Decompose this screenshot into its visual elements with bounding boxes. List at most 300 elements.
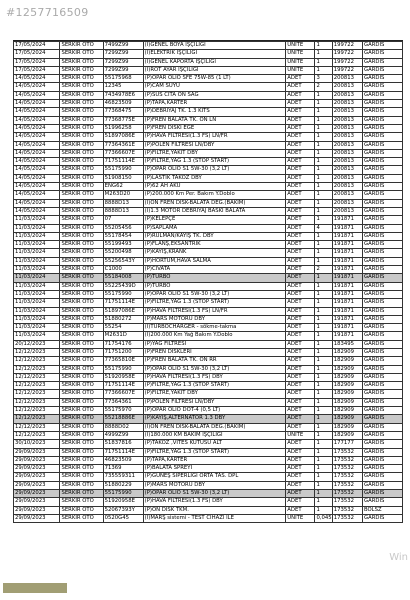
date-cell: 17/05/2024: [14, 42, 60, 50]
staff-cell: GARDIS: [362, 91, 402, 99]
company-cell: SERKİR OTO: [60, 241, 103, 249]
company-cell: SERKİR OTO: [60, 357, 103, 365]
unit-cell: UNITE: [286, 431, 315, 439]
date-cell: 29/09/2023: [14, 514, 60, 522]
receipt-cell: 199722: [332, 58, 362, 66]
receipt-cell: 182909: [332, 365, 362, 373]
code-cell: 51920958E: [103, 373, 143, 381]
company-cell: SERKİR OTO: [60, 398, 103, 406]
staff-cell: GARDIS: [362, 373, 402, 381]
description-cell: (P)OPAR OLIO S1 5W-30 (3,2 LT): [143, 490, 286, 498]
quantity-cell: 1: [315, 100, 332, 108]
company-cell: SERKİR OTO: [60, 50, 103, 58]
date-cell: 29/09/2023: [14, 506, 60, 514]
unit-cell: ADET: [286, 290, 315, 298]
code-cell: 51897086E: [103, 133, 143, 141]
unit-cell: ADET: [286, 348, 315, 356]
date-cell: 29/09/2023: [14, 448, 60, 456]
staff-cell: GARDIS: [362, 324, 402, 332]
description-cell: (P)KAYIŞ,ALTERNATOR 1.3 DBY: [143, 415, 286, 423]
receipt-cell: 182909: [332, 373, 362, 381]
description-cell: (P)FİLTRE,YAKIT DBY: [143, 149, 286, 157]
description-cell: (P)HAVA FİLTRESİ(1.3 FS) LN/FR: [143, 307, 286, 315]
quantity-cell: 1: [315, 348, 332, 356]
unit-cell: ADET: [286, 100, 315, 108]
receipt-cell: 191871: [332, 257, 362, 265]
unit-cell: ADET: [286, 174, 315, 182]
unit-cell: ADET: [286, 357, 315, 365]
code-cell: 55199493: [103, 241, 143, 249]
description-cell: (P)SUS CITA ON SAG: [143, 91, 286, 99]
unit-cell: ADET: [286, 241, 315, 249]
code-cell: 52067393Y: [103, 506, 143, 514]
unit-cell: ADET: [286, 315, 315, 323]
staff-cell: GARDIS: [362, 141, 402, 149]
date-cell: 14/05/2024: [14, 83, 60, 91]
date-cell: 12/12/2023: [14, 357, 60, 365]
code-cell: 55225439D: [103, 282, 143, 290]
receipt-cell: 200813: [332, 149, 362, 157]
quantity-cell: 0,045: [316, 514, 332, 521]
description-cell: (P)FİLTRE,YAĞ 1.3 (STOP START): [143, 382, 286, 390]
table-row: [14, 440, 403, 448]
description-cell: (P)HAVA FİLTRESİ(1.3 FS) DBY: [143, 373, 286, 381]
date-cell: 11/03/2024: [14, 307, 60, 315]
company-cell: SERKİR OTO: [60, 133, 103, 141]
unit-cell: ADET: [286, 282, 315, 290]
code-cell: ENG62: [103, 183, 143, 191]
date-cell: 12/12/2023: [14, 365, 60, 373]
table-row: [14, 116, 403, 124]
description-cell: (P)OPAR OLIO S1 5W-30 (3,2 LT): [143, 166, 286, 174]
date-cell: 17/05/2024: [14, 66, 60, 74]
unit-cell: ADET: [286, 382, 315, 390]
receipt-cell: 182909: [332, 415, 362, 423]
staff-cell: GARDIS: [362, 257, 402, 265]
description-cell: (İ)GENEL KAPORTA İŞÇİLİĞİ: [143, 58, 286, 66]
quantity-cell: 1: [315, 390, 332, 398]
receipt-cell: 200813: [332, 141, 362, 149]
company-cell: SERKİR OTO: [60, 465, 103, 473]
unit-cell: ADET: [286, 158, 315, 166]
description-cell: (P)TURBO: [143, 282, 286, 290]
receipt-cell: 199722: [332, 42, 362, 50]
unit-cell: ADET: [286, 274, 315, 282]
receipt-cell: 200813: [332, 174, 362, 182]
unit-cell: UNITE: [286, 514, 315, 522]
company-cell: SERKİR OTO: [60, 174, 103, 182]
date-cell: 14/05/2024: [14, 207, 60, 215]
table-row: [14, 183, 403, 191]
description-cell: (P)SAPLAMA: [143, 224, 286, 232]
code-cell: 55200498: [103, 249, 143, 257]
quantity-cell: 2: [315, 83, 332, 91]
table-row: [14, 431, 403, 439]
table-row: [14, 50, 403, 58]
quantity-cell: 1: [315, 307, 332, 315]
description-cell: (P)BALATA SPREYİ: [143, 465, 286, 473]
code-cell: 51908150: [103, 174, 143, 182]
quantity-cell: 1: [315, 332, 332, 340]
quantity-cell: 1: [315, 490, 332, 498]
unit-cell: ADET: [286, 249, 315, 257]
receipt-cell: 200813: [332, 158, 362, 166]
date-cell: 12/12/2023: [14, 415, 60, 423]
quantity-cell: 1: [315, 473, 332, 481]
table-row: [14, 373, 403, 381]
code-cell: 71751114E: [103, 299, 143, 307]
staff-cell: GARDIS: [362, 50, 402, 58]
staff-cell: GARDIS: [362, 514, 402, 522]
staff-cell: GARDIS: [362, 407, 402, 415]
company-cell: SERKİR OTO: [60, 183, 103, 191]
code-cell: 71751114E: [103, 448, 143, 456]
table-row: [14, 66, 403, 74]
code-cell: 46823509: [103, 100, 143, 108]
staff-cell: GARDIS: [362, 241, 402, 249]
description-cell: (P)CİVATA: [143, 266, 286, 274]
quantity-cell: 1: [315, 465, 332, 473]
unit-cell: ADET: [286, 365, 315, 373]
receipt-cell: 182909: [332, 382, 362, 390]
quantity-cell: 1: [315, 423, 332, 431]
quantity-cell: 1: [315, 506, 332, 514]
company-cell: SERKİR OTO: [60, 423, 103, 431]
code-cell: 77364361: [103, 398, 143, 406]
service-history-sheet: [13, 40, 403, 523]
date-cell: 29/09/2023: [14, 490, 60, 498]
date-cell: 20/12/2023: [14, 340, 60, 348]
code-cell: M263D20: [103, 191, 143, 199]
table-row: [14, 290, 403, 298]
table-row: [14, 514, 403, 522]
table-row: [14, 415, 403, 423]
unit-cell: ADET: [286, 423, 315, 431]
receipt-cell: 183495: [332, 340, 362, 348]
receipt-cell: 200813: [332, 100, 362, 108]
unit-cell: ADET: [286, 415, 315, 423]
table-row: [14, 465, 403, 473]
quantity-cell: 1: [315, 440, 332, 448]
company-cell: SERKİR OTO: [60, 100, 103, 108]
company-cell: SERKİR OTO: [60, 116, 103, 124]
description-cell: (İ)ÖN FREN DİSK-BALATA DEĞ.(BAKIM): [143, 423, 286, 431]
unit-cell: ADET: [286, 116, 315, 124]
date-cell: 11/03/2024: [14, 249, 60, 257]
description-cell: (P)YAĞ FİLTRESİ: [143, 340, 286, 348]
code-cell: 71369: [103, 465, 143, 473]
quantity-cell: 1: [315, 141, 332, 149]
staff-cell: GARDIS: [362, 183, 402, 191]
code-cell: 55175970: [103, 407, 143, 415]
staff-cell: GARDIS: [362, 498, 402, 506]
table-row: [14, 199, 403, 207]
date-cell: 14/05/2024: [14, 100, 60, 108]
description-cell: (P)200.000 Km Per. Bakım Y.Doblo: [143, 191, 286, 199]
receipt-cell: 182909: [332, 398, 362, 406]
description-cell: (P)FREN DİSKİ EGE: [143, 124, 286, 132]
staff-cell: GARDIS: [362, 423, 402, 431]
code-cell: 55184008: [103, 274, 143, 282]
quantity-cell: 1: [315, 216, 332, 224]
quantity-cell: 1: [315, 373, 332, 381]
unit-cell: ADET: [286, 490, 315, 498]
unit-cell: ADET: [286, 216, 315, 224]
windows-activation-overlay: Win: [389, 552, 408, 563]
unit-cell: ADET: [286, 299, 315, 307]
receipt-cell: 182909: [332, 357, 362, 365]
date-cell: 11/03/2024: [14, 299, 60, 307]
code-cell: 735559311: [103, 473, 143, 481]
code-cell: 7299Z99: [103, 58, 143, 66]
code-cell: 55254: [103, 324, 143, 332]
staff-cell: GARDIS: [362, 340, 402, 348]
quantity-cell: 1: [315, 340, 332, 348]
receipt-cell: 191871: [332, 249, 362, 257]
date-cell: 14/05/2024: [14, 141, 60, 149]
receipt-cell: 182909: [332, 348, 362, 356]
receipt-cell: 173532: [332, 473, 362, 481]
description-cell: (P)POLEN FİLTRESİ LN/DBY: [143, 141, 286, 149]
table-row: [14, 481, 403, 489]
date-cell: 14/05/2024: [14, 116, 60, 124]
table-row: [14, 307, 403, 315]
unit-cell: ADET: [286, 506, 315, 514]
date-cell: 11/03/2024: [14, 332, 60, 340]
table-row: [14, 348, 403, 356]
quantity-cell: 1: [315, 133, 332, 141]
company-cell: SERKİR OTO: [60, 274, 103, 282]
staff-cell: GARDIS: [362, 357, 402, 365]
quantity-cell: 1: [315, 382, 332, 390]
company-cell: SERKİR OTO: [60, 498, 103, 506]
date-cell: 11/03/2024: [14, 241, 60, 249]
staff-cell: GARDIS: [362, 448, 402, 456]
table-row: [14, 141, 403, 149]
code-cell: 7499Z99: [103, 42, 143, 50]
receipt-cell: 182909: [332, 431, 362, 439]
code-cell: 55205456: [103, 224, 143, 232]
unit-cell: ADET: [286, 124, 315, 132]
staff-cell: GARDIS: [362, 415, 402, 423]
description-cell: (P)OPAR OLIO SFE 75W-85 (1 LT): [143, 75, 286, 83]
code-cell: 8888D02: [103, 423, 143, 431]
unit-cell: ADET: [286, 191, 315, 199]
date-cell: 11/03/2024: [14, 232, 60, 240]
receipt-cell: 199722: [332, 66, 362, 74]
quantity-cell: 1: [315, 91, 332, 99]
table-row: [14, 75, 403, 83]
receipt-cell: 199722: [332, 50, 362, 58]
code-cell: M2631D: [103, 332, 143, 340]
table-row: [14, 448, 403, 456]
description-cell: (P)MARS MOTORU DBY: [143, 315, 286, 323]
date-cell: 14/05/2024: [14, 75, 60, 83]
table-row: [14, 473, 403, 481]
receipt-cell: 182909: [332, 390, 362, 398]
company-cell: SERKİR OTO: [60, 348, 103, 356]
code-cell: 51920958E: [103, 498, 143, 506]
table-row: [14, 498, 403, 506]
table-row: [14, 340, 403, 348]
description-cell: (P)FREN BALATA TK. ÖN RR: [143, 357, 286, 365]
staff-cell: GARDIS: [362, 365, 402, 373]
receipt-cell: 200813: [332, 207, 362, 215]
staff-cell: GARDIS: [362, 398, 402, 406]
unit-cell: ADET: [286, 332, 315, 340]
code-cell: 8888D13: [103, 207, 143, 215]
receipt-cell: 173532: [332, 481, 362, 489]
quantity-cell: 1: [315, 149, 332, 157]
receipt-cell: 200813: [332, 199, 362, 207]
quantity-cell: 1: [315, 456, 332, 464]
code-cell: 77364361E: [103, 141, 143, 149]
staff-cell: GARDIS: [362, 83, 402, 91]
company-cell: SERKİR OTO: [60, 257, 103, 265]
staff-cell: GARDIS: [362, 299, 402, 307]
code-cell: 0520G45: [103, 514, 143, 522]
description-cell: (P)FLANŞ,EKSANTRİK: [143, 241, 286, 249]
unit-cell: ADET: [286, 149, 315, 157]
code-cell: 12345: [103, 83, 143, 91]
company-cell: SERKİR OTO: [60, 75, 103, 83]
listing-id-watermark: #1257716509: [6, 6, 89, 19]
staff-cell: GARDIS: [362, 42, 402, 50]
description-cell: (P)KELEPÇE: [143, 216, 286, 224]
unit-cell: ADET: [286, 324, 315, 332]
quantity-cell: 1: [315, 158, 332, 166]
unit-cell: ADET: [286, 340, 315, 348]
quantity-cell: 1: [315, 183, 332, 191]
table-row: [14, 91, 403, 99]
unit-cell: ADET: [286, 448, 315, 456]
receipt-cell: 177177: [332, 440, 362, 448]
receipt-cell: 191871: [332, 266, 362, 274]
unit-cell: UNITE: [286, 58, 315, 66]
table-row: [14, 133, 403, 141]
description-cell: (P)ÖN DİSK TKM.: [143, 506, 286, 514]
table-row: [14, 332, 403, 340]
company-cell: SERKİR OTO: [60, 58, 103, 66]
quantity-cell: 1: [315, 290, 332, 298]
unit-cell: UNITE: [286, 50, 315, 58]
date-cell: 12/12/2023: [14, 390, 60, 398]
date-cell: 14/05/2024: [14, 183, 60, 191]
company-cell: SERKİR OTO: [60, 448, 103, 456]
unit-cell: ADET: [286, 199, 315, 207]
company-cell: SERKİR OTO: [60, 315, 103, 323]
staff-cell: GARDIS: [362, 431, 402, 439]
staff-cell: GARDIS: [362, 66, 402, 74]
code-cell: 8888D13: [103, 199, 143, 207]
company-cell: SERKİR OTO: [60, 365, 103, 373]
quantity-cell: 1: [315, 249, 332, 257]
date-cell: 12/12/2023: [14, 407, 60, 415]
table-row: [14, 149, 403, 157]
unit-cell: ADET: [286, 373, 315, 381]
staff-cell: GARDIS: [362, 158, 402, 166]
quantity-cell: 1: [315, 108, 332, 116]
unit-cell: ADET: [286, 224, 315, 232]
staff-cell: GARDIS: [362, 174, 402, 182]
receipt-cell: 200813: [332, 108, 362, 116]
description-cell: (İ)GENEL BOYA İŞÇİLİĞİ: [143, 42, 286, 50]
date-cell: 11/03/2024: [14, 257, 60, 265]
date-cell: 14/05/2024: [14, 166, 60, 174]
description-cell: (P)RULMAN/KAYIŞ TK. DBY: [143, 232, 286, 240]
company-cell: SERKİR OTO: [60, 299, 103, 307]
company-cell: SERKİR OTO: [60, 232, 103, 240]
date-cell: 17/05/2024: [14, 50, 60, 58]
date-cell: 12/12/2023: [14, 398, 60, 406]
staff-cell: GARDIS: [362, 116, 402, 124]
date-cell: 12/12/2023: [14, 373, 60, 381]
quantity-cell: 1: [315, 365, 332, 373]
table-body: [14, 42, 403, 523]
date-cell: 12/12/2023: [14, 382, 60, 390]
company-cell: SERKİR OTO: [60, 407, 103, 415]
table-row: [14, 365, 403, 373]
date-cell: 14/05/2024: [14, 108, 60, 116]
quantity-cell: 1: [315, 431, 332, 439]
unit-cell: ADET: [286, 75, 315, 83]
date-cell: 11/03/2024: [14, 274, 60, 282]
company-cell: SERKİR OTO: [60, 382, 103, 390]
table-row: [14, 282, 403, 290]
unit-cell: ADET: [286, 390, 315, 398]
date-cell: 14/05/2024: [14, 91, 60, 99]
staff-cell: GARDIS: [362, 166, 402, 174]
description-cell: (P)FREN DİSKLERİ: [143, 348, 286, 356]
table-row: [14, 357, 403, 365]
table-row: [14, 490, 403, 498]
receipt-cell: 191871: [332, 332, 362, 340]
date-cell: 17/05/2024: [14, 58, 60, 66]
unit-cell: UNITE: [286, 42, 315, 50]
unit-cell: ADET: [286, 398, 315, 406]
quantity-cell: 1: [315, 324, 332, 332]
receipt-cell: 191871: [332, 224, 362, 232]
company-cell: SERKİR OTO: [60, 42, 103, 50]
description-cell: (İ)180.000 KM BAKIM İŞÇİLİĞİ: [143, 431, 286, 439]
table-row: [14, 266, 403, 274]
unit-cell: UNITE: [286, 66, 315, 74]
quantity-cell: 1: [315, 199, 332, 207]
receipt-cell: 200813: [332, 191, 362, 199]
unit-cell: ADET: [286, 407, 315, 415]
date-cell: 14/05/2024: [14, 199, 60, 207]
receipt-cell: 173532: [332, 506, 362, 514]
staff-cell: GARDIS: [362, 224, 402, 232]
date-cell: 29/09/2023: [14, 473, 60, 481]
table-row: [14, 216, 403, 224]
quantity-cell: 1: [315, 191, 332, 199]
description-cell: (P)DEBRİYAJ TK. 1.3 KİTS: [143, 108, 286, 116]
quantity-cell: 1: [315, 407, 332, 415]
unit-cell: ADET: [286, 183, 315, 191]
quantity-cell: 1: [315, 174, 332, 182]
company-cell: SERKİR OTO: [60, 66, 103, 74]
staff-cell: GARDIS: [362, 133, 402, 141]
receipt-cell: 200813: [332, 124, 362, 132]
unit-cell: ADET: [286, 481, 315, 489]
description-cell: (P)TURBO: [143, 274, 286, 282]
staff-cell: GARDIS: [362, 282, 402, 290]
code-cell: 51880272: [103, 315, 143, 323]
staff-cell: GARDIS: [362, 290, 402, 298]
unit-cell: ADET: [286, 232, 315, 240]
code-cell: 55175990: [103, 166, 143, 174]
